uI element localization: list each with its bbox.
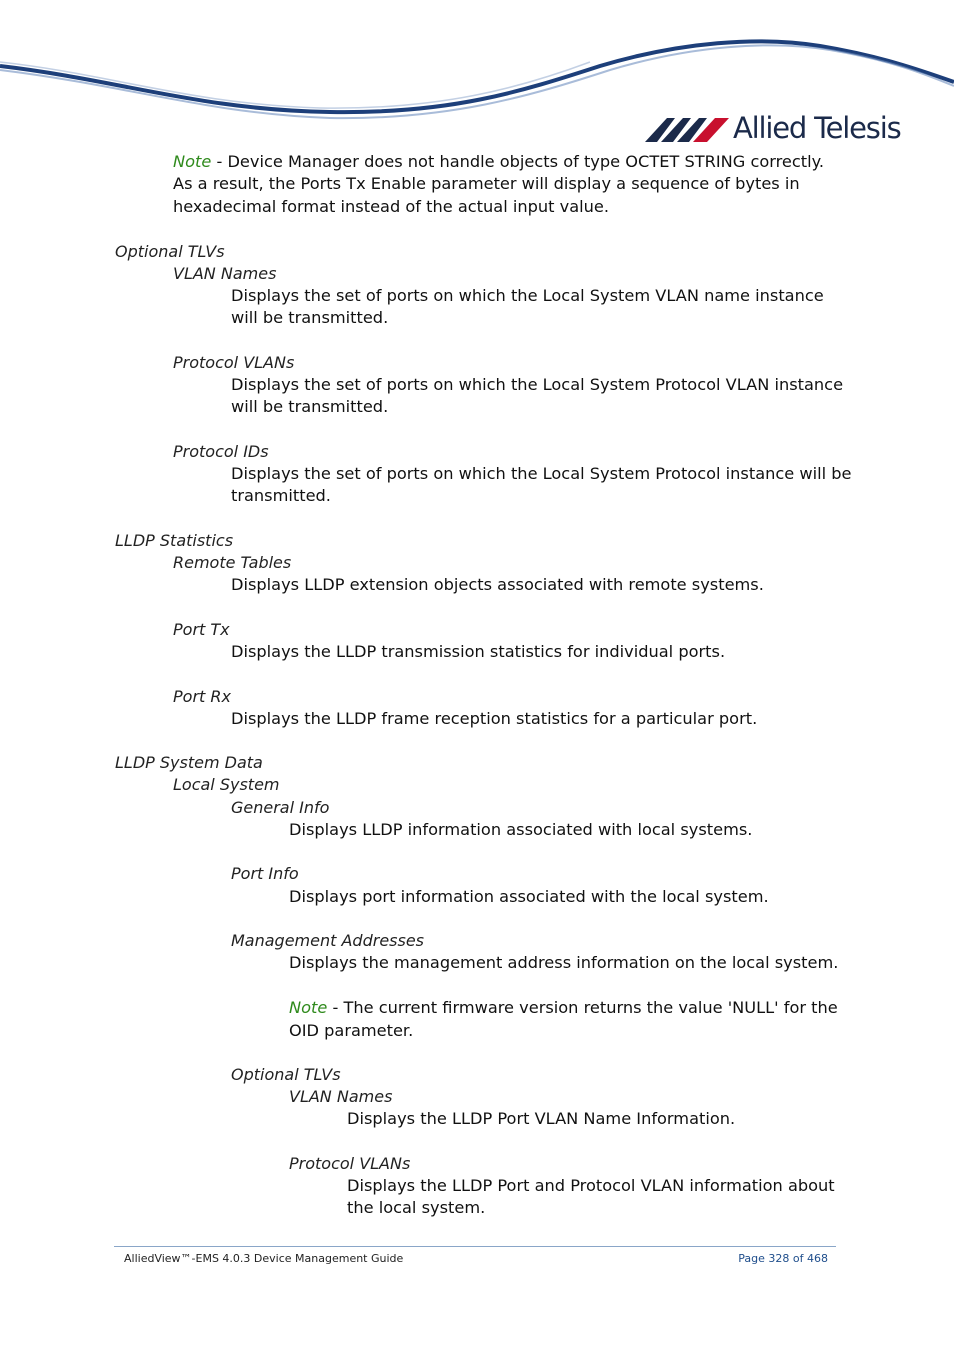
vlan-names-heading: VLAN Names bbox=[173, 264, 277, 283]
intro-note-line-3: hexadecimal format instead of the actual input value. bbox=[173, 197, 609, 216]
local-vlan-names-desc: Displays the LLDP Port VLAN Name Information. bbox=[347, 1109, 736, 1128]
allied-telesis-logo-mark bbox=[645, 114, 729, 142]
note-label: Note bbox=[289, 998, 328, 1017]
intro-note-line-1 bbox=[173, 151, 824, 173]
footer-page-number: Page 328 of 468 bbox=[738, 1252, 828, 1265]
intro-note-text: - Device Manager does not handle objects of type OCTET STRING correctly. bbox=[211, 152, 825, 171]
footer-divider bbox=[114, 1246, 836, 1247]
port-info-desc: Displays port information associated with the local system. bbox=[289, 887, 769, 906]
vlan-names-desc-2: will be transmitted. bbox=[231, 308, 389, 327]
management-note-line-2: OID parameter. bbox=[289, 1021, 414, 1040]
note-label: Note bbox=[173, 152, 212, 171]
local-protocol-vlans-desc-1: Displays the LLDP Port and Protocol VLAN information about bbox=[347, 1176, 835, 1195]
protocol-vlans-heading: Protocol VLANs bbox=[173, 353, 295, 372]
general-info-desc: Displays LLDP information associated with local systems. bbox=[289, 820, 753, 839]
lldp-system-data-heading: LLDP System Data bbox=[115, 753, 263, 772]
protocol-ids-heading: Protocol IDs bbox=[173, 442, 269, 461]
remote-tables-desc: Displays LLDP extension objects associated with remote systems. bbox=[231, 575, 764, 594]
protocol-ids-desc-2: transmitted. bbox=[231, 486, 331, 505]
local-protocol-vlans-heading: Protocol VLANs bbox=[289, 1154, 411, 1173]
remote-tables-heading: Remote Tables bbox=[173, 553, 292, 572]
general-info-heading: General Info bbox=[231, 798, 330, 817]
local-optional-tlvs-heading: Optional TLVs bbox=[231, 1065, 341, 1084]
port-rx-heading: Port Rx bbox=[173, 687, 231, 706]
allied-telesis-logo bbox=[645, 108, 900, 148]
management-note-text: - The current firmware version returns the value 'NULL' for the bbox=[327, 998, 838, 1017]
optional-tlvs-heading: Optional TLVs bbox=[115, 242, 225, 261]
local-vlan-names-heading: VLAN Names bbox=[289, 1087, 393, 1106]
port-info-heading: Port Info bbox=[231, 864, 299, 883]
port-tx-heading: Port Tx bbox=[173, 620, 230, 639]
management-addresses-heading: Management Addresses bbox=[231, 931, 425, 950]
port-rx-desc: Displays the LLDP frame reception statistics for a particular port. bbox=[231, 709, 758, 728]
protocol-vlans-desc-2: will be transmitted. bbox=[231, 397, 389, 416]
protocol-ids-desc-1: Displays the set of ports on which the Local System Protocol instance will be bbox=[231, 464, 852, 483]
local-protocol-vlans-desc-2: the local system. bbox=[347, 1198, 486, 1217]
logo-wordmark: Allied Telesis bbox=[733, 111, 901, 145]
vlan-names-desc-1: Displays the set of ports on which the Local System VLAN name instance bbox=[231, 286, 824, 305]
intro-note-line-2: As a result, the Ports Tx Enable parameter will display a sequence of bytes in bbox=[173, 174, 800, 193]
footer-document-title: AlliedView™-EMS 4.0.3 Device Management Guide bbox=[124, 1252, 404, 1265]
management-note-line-1 bbox=[289, 997, 838, 1019]
protocol-vlans-desc-1: Displays the set of ports on which the Local System Protocol VLAN instance bbox=[231, 375, 844, 394]
local-system-heading: Local System bbox=[173, 775, 280, 794]
port-tx-desc: Displays the LLDP transmission statistics for individual ports. bbox=[231, 642, 726, 661]
management-addresses-desc: Displays the management address information on the local system. bbox=[289, 953, 839, 972]
lldp-statistics-heading: LLDP Statistics bbox=[115, 531, 234, 550]
